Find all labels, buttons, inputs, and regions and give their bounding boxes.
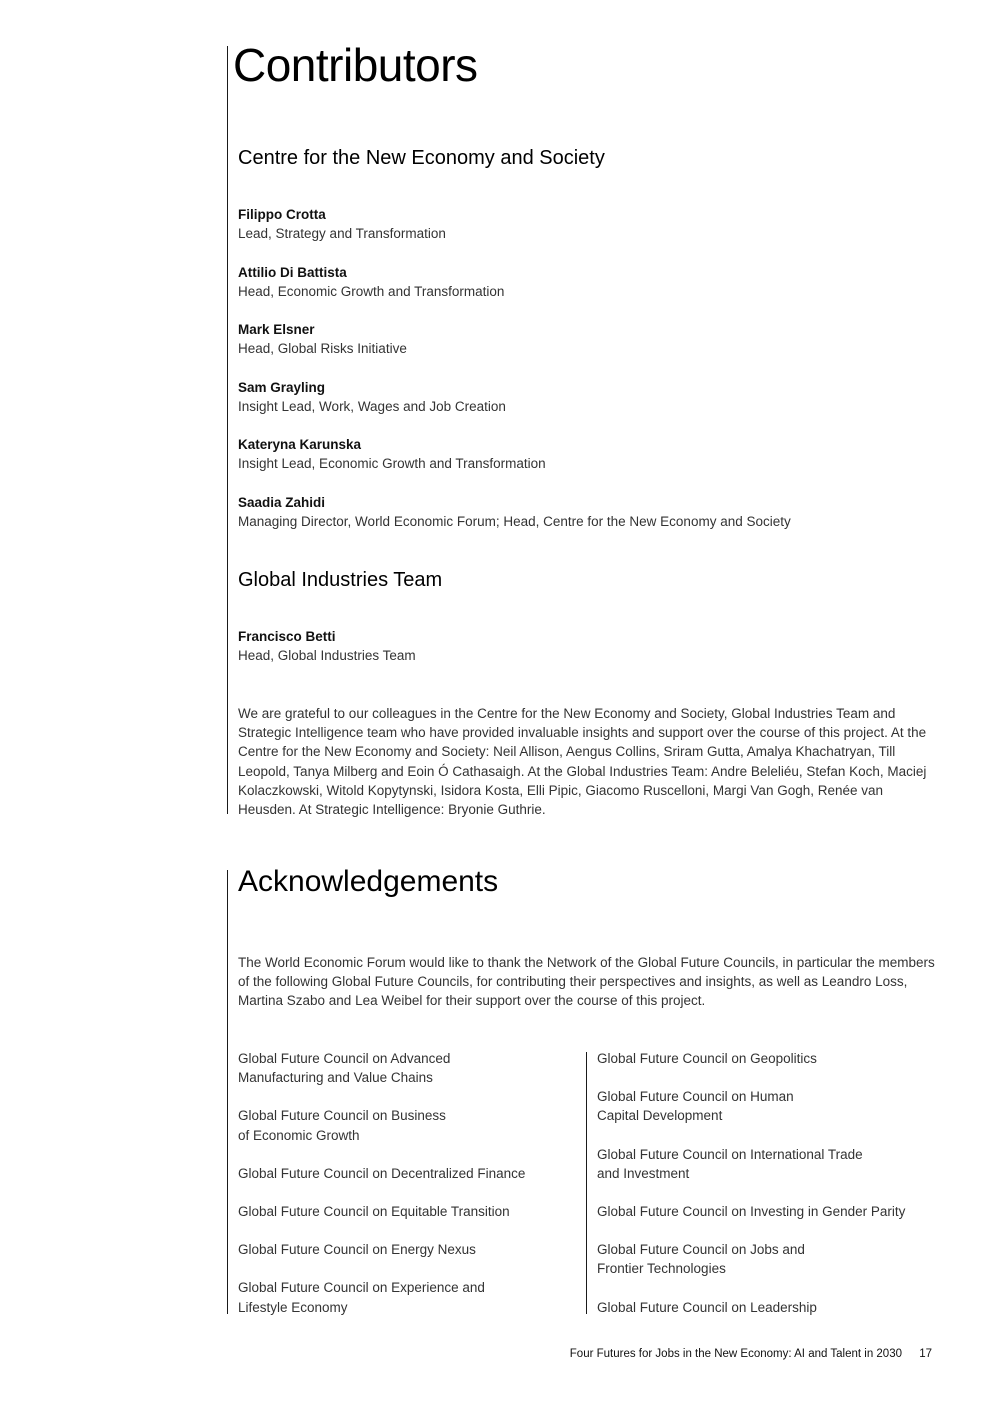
contributor-name: Mark Elsner xyxy=(238,322,315,337)
section-title-cnes: Centre for the New Economy and Society xyxy=(238,147,605,169)
council-line: and Investment xyxy=(597,1165,690,1181)
council-line: Manufacturing and Value Chains xyxy=(238,1070,433,1086)
contributor-name: Filippo Crotta xyxy=(238,207,326,222)
footer-report-title: Four Futures for Jobs in the New Economy: xyxy=(569,1348,792,1360)
acknowledgements-intro: The World Economic Forum would like to thank the Network of the Global Future Councils, in particular the members of the following Global Future Councils, for contributing their perspectives and insights, as well as Leandro Loss, Martina Szabo and Lea Weibel for their support over the course of this project. xyxy=(238,955,935,1009)
council-item xyxy=(238,1240,573,1259)
contributor-entry xyxy=(238,627,416,665)
council-item xyxy=(597,1145,942,1183)
council-item xyxy=(238,1106,573,1144)
contributor-entry xyxy=(238,378,506,416)
contributor-role: Insight Lead, Work, Wages and Job Creation xyxy=(238,399,506,414)
council-line: Global Future Council on Geopolitics xyxy=(597,1051,817,1066)
contributor-role: Head, Economic Growth and Transformation xyxy=(238,284,505,299)
council-line: Global Future Council on Equitable Transition xyxy=(238,1204,510,1220)
contributor-entry xyxy=(238,263,504,301)
contributors-heading: Contributors xyxy=(233,39,478,91)
contributor-entry xyxy=(238,435,546,473)
contributor-name: Francisco Betti xyxy=(238,629,336,644)
contributor-role: Managing Director, World Economic Forum; Head, Centre for the New Economy and Society xyxy=(238,514,791,529)
council-item xyxy=(597,1298,942,1317)
council-list-left xyxy=(238,1049,573,1336)
contributors-rule xyxy=(227,46,228,814)
page-number: 17 xyxy=(919,1348,932,1360)
council-line: Global Future Council on Business xyxy=(238,1108,446,1124)
column-divider xyxy=(586,1052,587,1314)
council-line: Lifestyle Economy xyxy=(238,1299,348,1315)
gratitude-paragraph: We are grateful to our colleagues in the Centre for the New Economy and Society, Global Industries Team and Strategic Intelligence team who have provided invaluable insights and support over the course of this project. At the Centre for the New Economy and Society: Neil Allison, Aengus Collins, Sriram Gutta, Amalya Khachatryan, Till Leopold, Tanya Milberg and Eoin Ó Cathasaigh. At the Global Industries Team: Andre Beleliéu, Stefan Koch, Maciej Kolaczkowski, Witold Kopytynski, Isidora Kosta, Elli Pipic, Giacomo Ruscelloni, Margi Van Gogh, Renée van Heusden. At Strategic Intelligence: Bryonie Guthrie. xyxy=(238,706,927,818)
council-line: Capital Development xyxy=(597,1108,723,1124)
section-title-global-industries: Global Industries Team xyxy=(238,569,443,591)
contributor-role: Lead, Strategy and Transformation xyxy=(238,226,446,241)
contributor-entry xyxy=(238,493,791,531)
contributor-role: Head, Global Industries Team xyxy=(238,648,416,663)
contributor-name: Saadia Zahidi xyxy=(238,495,326,510)
council-item xyxy=(597,1202,942,1221)
council-line: Global Future Council on Experience and xyxy=(238,1280,485,1296)
council-line: Global Future Council on Leadership xyxy=(597,1299,817,1315)
contributor-name: Attilio Di Battista xyxy=(238,265,347,280)
page-footer xyxy=(570,1346,932,1362)
council-line: Global Future Council on Human xyxy=(597,1089,794,1105)
council-line: of Economic Growth xyxy=(238,1127,360,1143)
council-line: Global Future Council on Advanced xyxy=(238,1051,451,1066)
contributor-name: Kateryna Karunska xyxy=(238,437,362,452)
council-line: Global Future Council on Decentralized Finance xyxy=(238,1165,526,1181)
council-item xyxy=(597,1049,942,1068)
footer-subtitle: AI and Talent in 2030 xyxy=(794,1348,902,1360)
council-item xyxy=(597,1087,942,1125)
contributor-entry xyxy=(238,205,446,243)
acknowledgements-rule xyxy=(227,870,228,1314)
council-item xyxy=(238,1049,573,1087)
council-item xyxy=(238,1202,573,1221)
council-line: Global Future Council on Investing in Gender Parity xyxy=(597,1204,906,1220)
contributor-entry xyxy=(238,320,407,358)
council-line: Global Future Council on Jobs and xyxy=(597,1242,805,1258)
acknowledgements-heading: Acknowledgements xyxy=(238,865,499,898)
council-line: Frontier Technologies xyxy=(597,1261,726,1277)
council-list-right xyxy=(597,1049,942,1336)
council-line: Global Future Council on International Trade xyxy=(597,1146,863,1162)
council-item xyxy=(597,1240,942,1278)
council-item xyxy=(238,1164,573,1183)
council-line: Global Future Council on Energy Nexus xyxy=(238,1242,476,1258)
contributor-name: Sam Grayling xyxy=(238,380,326,395)
contributor-role: Head, Global Risks Initiative xyxy=(238,341,407,356)
contributor-role: Insight Lead, Economic Growth and Transformation xyxy=(238,456,546,471)
council-item xyxy=(238,1278,573,1316)
